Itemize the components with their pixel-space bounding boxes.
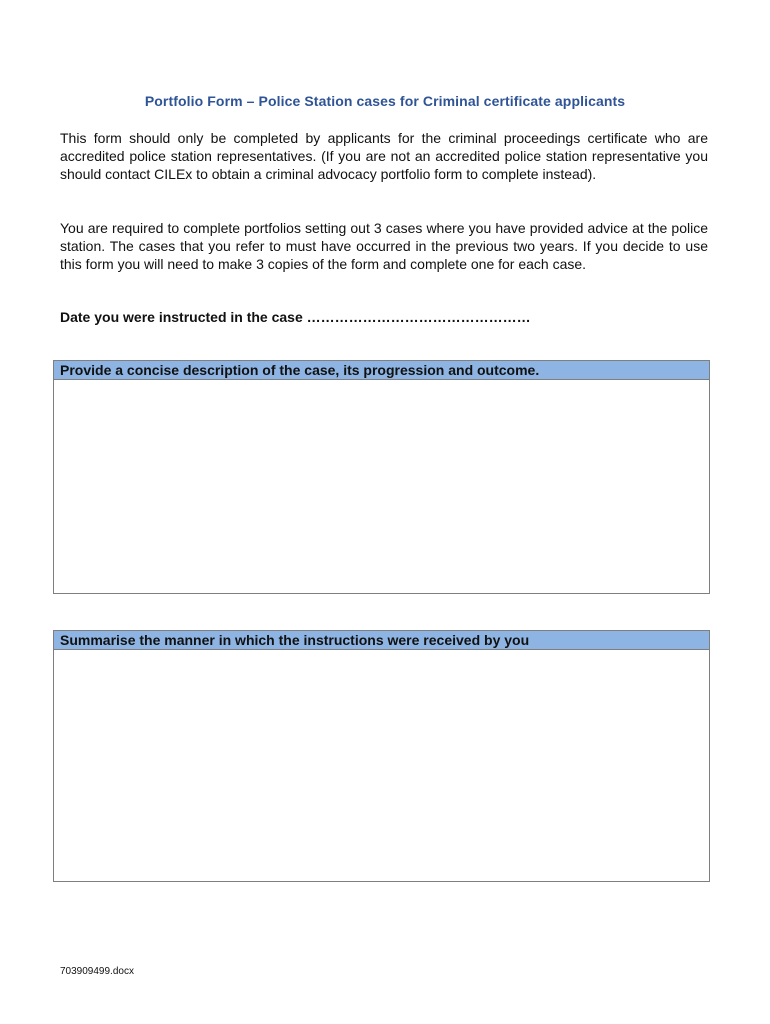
form-title: Portfolio Form – Police Station cases for Criminal certificate applicants (144, 93, 626, 109)
instructions-received-header: Summarise the manner in which the instructions were received by you (54, 631, 709, 650)
footer-filename: 703909499.docx (60, 966, 134, 977)
case-description-header: Provide a concise description of the case, its progression and outcome. (54, 361, 709, 380)
intro-paragraph: This form should only be completed by applicants for the criminal proceedings certificate who are accredited police station representatives. (If you are not an accredited police station representative you should contact CILEx to obtain a criminal advocacy portfolio form to complete instead). (60, 130, 708, 182)
instructions-received-input-area[interactable] (54, 650, 709, 881)
case-description-section (53, 360, 710, 594)
case-description-input-area[interactable] (54, 380, 709, 593)
instructions-paragraph: You are required to complete portfolios setting out 3 cases where you have provided advice at the police station. The cases that you refer to must have occurred in the previous two years. If you decide to use this form you will need to make 3 copies of the form and complete one for each case. (60, 220, 708, 272)
instructions-received-section (53, 630, 710, 882)
date-instructed-field[interactable]: Date you were instructed in the case ………………………………………… (60, 309, 531, 325)
